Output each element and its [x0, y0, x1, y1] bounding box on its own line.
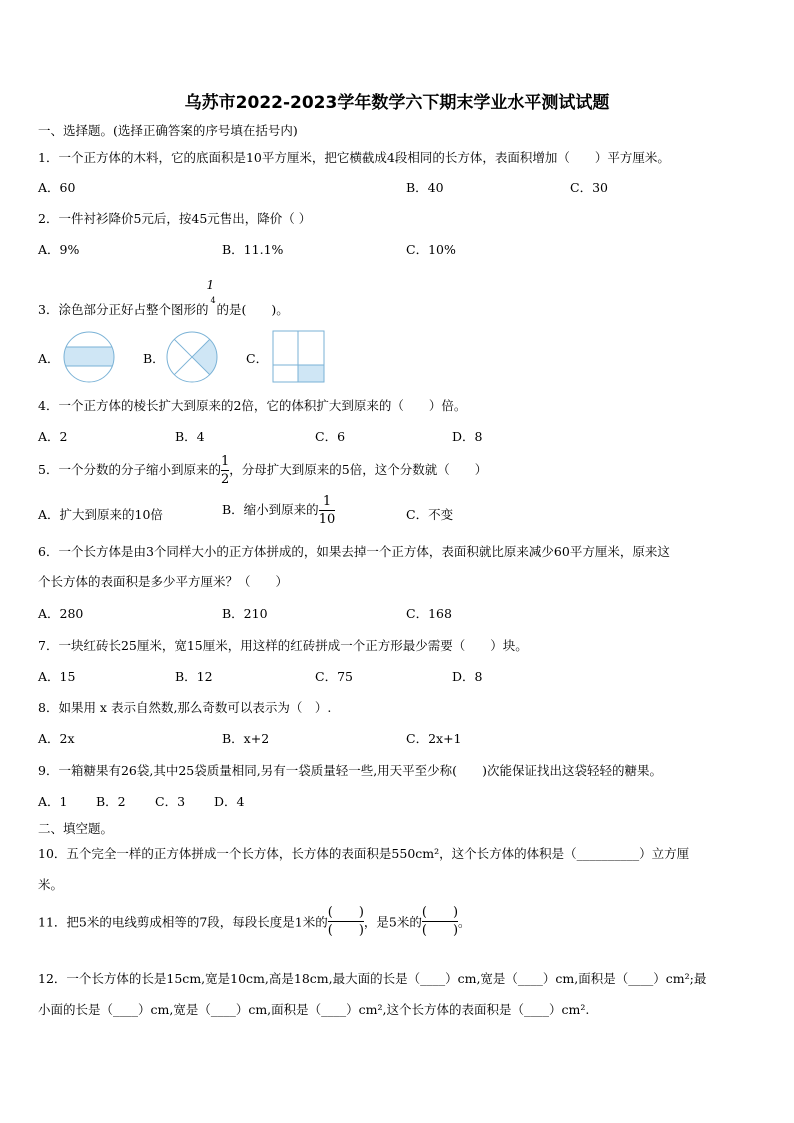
q3-option-b: B．	[143, 351, 165, 366]
question-11	[38, 906, 471, 937]
q5-option-b	[222, 495, 335, 526]
question-7: 7．一块红砖长25厘米，宽15厘米，用这样的红砖拼成一个正方形最少需要（ ）块。	[38, 638, 528, 653]
q11-frac2-num: ( )	[421, 905, 459, 920]
question-4: 4．一个正方体的棱长扩大到原来的2倍，它的体积扩大到原来的（ ）倍。	[38, 398, 467, 413]
q3-figure-b	[165, 330, 219, 384]
question-3	[38, 278, 289, 318]
q11-fraction-1	[328, 906, 364, 937]
question-6-line1: 6．一个长方体是由3个同样大小的正方体拼成的，如果去掉一个正方体，表面积就比原来减少60平方厘米，原来这	[38, 544, 670, 559]
q3-option-c: C．	[246, 351, 269, 366]
q11-text-mid: ，是5米的	[363, 914, 422, 930]
q7-option-a: A．15	[38, 669, 76, 684]
q4-option-b: B．4	[175, 429, 205, 444]
q5-b-frac-den: 10	[318, 512, 336, 527]
q5-text-post: ，分母扩大到原来的5倍，这个分数就（ ）	[229, 462, 488, 477]
q1-option-a: A．60	[38, 180, 76, 195]
q11-fraction-2	[422, 906, 458, 937]
q9-option-d: D．4	[214, 794, 245, 809]
page-title: 乌苏市2022-2023学年数学六下期末学业水平测试试题	[184, 93, 610, 113]
q3-frac-num: 1	[206, 278, 215, 292]
q7-option-c: C．75	[315, 669, 353, 684]
q1-option-b: B．40	[406, 180, 444, 195]
q2-option-a: A．9%	[38, 242, 80, 257]
q4-option-a: A．2	[38, 429, 68, 444]
q7-option-d: D．8	[452, 669, 483, 684]
q3-text-post: 的是( )。	[216, 302, 289, 317]
question-2: 2．一件衬衫降价5元后，按45元售出，降价（ ）	[38, 211, 312, 226]
q5-fraction	[221, 455, 229, 486]
question-12-line1: 12．一个长方体的长是15cm,宽是10cm,高是18cm,最大面的长是（____）cm,宽是（____）cm,面积是（____）cm²;最	[38, 971, 707, 986]
q11-frac1-den: ( )	[327, 923, 364, 938]
q5-option-a: A．扩大到原来的10倍	[38, 507, 163, 522]
question-9: 9．一箱糖果有26袋,其中25袋质量相同,另有一袋质量轻一些,用天平至少称( )次能保证找出这袋轻轻的糖果。	[38, 763, 662, 778]
q9-option-a: A．1	[38, 794, 68, 809]
q11-frac2-den: ( )	[421, 923, 459, 938]
section-fill-heading: 二、填空题。	[38, 821, 114, 836]
q5-b-frac-num: 1	[322, 494, 332, 509]
q5-option-c: C．不变	[406, 507, 454, 522]
q5-option-b-fraction	[319, 495, 336, 526]
question-10-line1: 10．五个完全一样的正方体拼成一个长方体，长方体的表面积是550cm²，这个长方体的体积是（__________）立方厘	[38, 846, 690, 861]
q1-option-c: C．30	[570, 180, 608, 195]
q3-text-pre: 3．涂色部分正好占整个图形的	[38, 302, 209, 317]
q3-option-a: A．	[38, 351, 60, 366]
question-10-line2: 米。	[38, 877, 64, 892]
q4-option-c: C．6	[315, 429, 346, 444]
q3-frac-den: 4	[210, 296, 216, 305]
question-8: 8．如果用 x 表示自然数,那么奇数可以表示为（ ）.	[38, 700, 332, 715]
q7-option-b: B．12	[175, 669, 213, 684]
q2-option-c: C．10%	[406, 242, 456, 257]
q5-frac-den: 2	[220, 472, 230, 487]
q8-option-b: B．x+2	[222, 731, 270, 746]
q9-option-b: B．2	[96, 794, 126, 809]
q8-option-c: C．2x+1	[406, 731, 462, 746]
q3-figure-a	[62, 330, 116, 384]
q9-option-c: C．3	[155, 794, 186, 809]
q5-text-pre: 5．一个分数的分子缩小到原来的	[38, 462, 221, 477]
q3-fraction	[206, 278, 216, 314]
q5-option-b-pre: B．缩小到原来的	[222, 502, 319, 517]
q11-text-pre: 11．把5米的电线剪成相等的7段，每段长度是1米的	[38, 914, 328, 930]
q4-option-d: D．8	[452, 429, 483, 444]
q11-text-post: 。	[458, 914, 471, 930]
q3-figure-c	[272, 330, 326, 384]
question-6-line2: 个长方体的表面积是多少平方厘米？（ ）	[38, 574, 289, 589]
q6-option-b: B．210	[222, 606, 268, 621]
q3-a-shaded-band	[62, 347, 116, 366]
q5-frac-num: 1	[220, 454, 230, 469]
q11-frac1-num: ( )	[327, 905, 364, 920]
q3-c-shaded-rect	[298, 365, 324, 382]
q8-option-a: A．2x	[38, 731, 75, 746]
question-5	[38, 455, 487, 486]
q2-option-b: B．11.1%	[222, 242, 284, 257]
q6-option-a: A．280	[38, 606, 84, 621]
question-12-line2: 小面的长是（____）cm,宽是（____）cm,面积是（____）cm²,这个长方体的表面积是（____）cm².	[38, 1002, 590, 1017]
q6-option-c: C．168	[406, 606, 452, 621]
question-1: 1．一个正方体的木料，它的底面积是10平方厘米，把它横截成4段相同的长方体，表面积增加（ ）平方厘米。	[38, 150, 670, 165]
section-choice-heading: 一、选择题。(选择正确答案的序号填在括号内)	[38, 123, 298, 138]
